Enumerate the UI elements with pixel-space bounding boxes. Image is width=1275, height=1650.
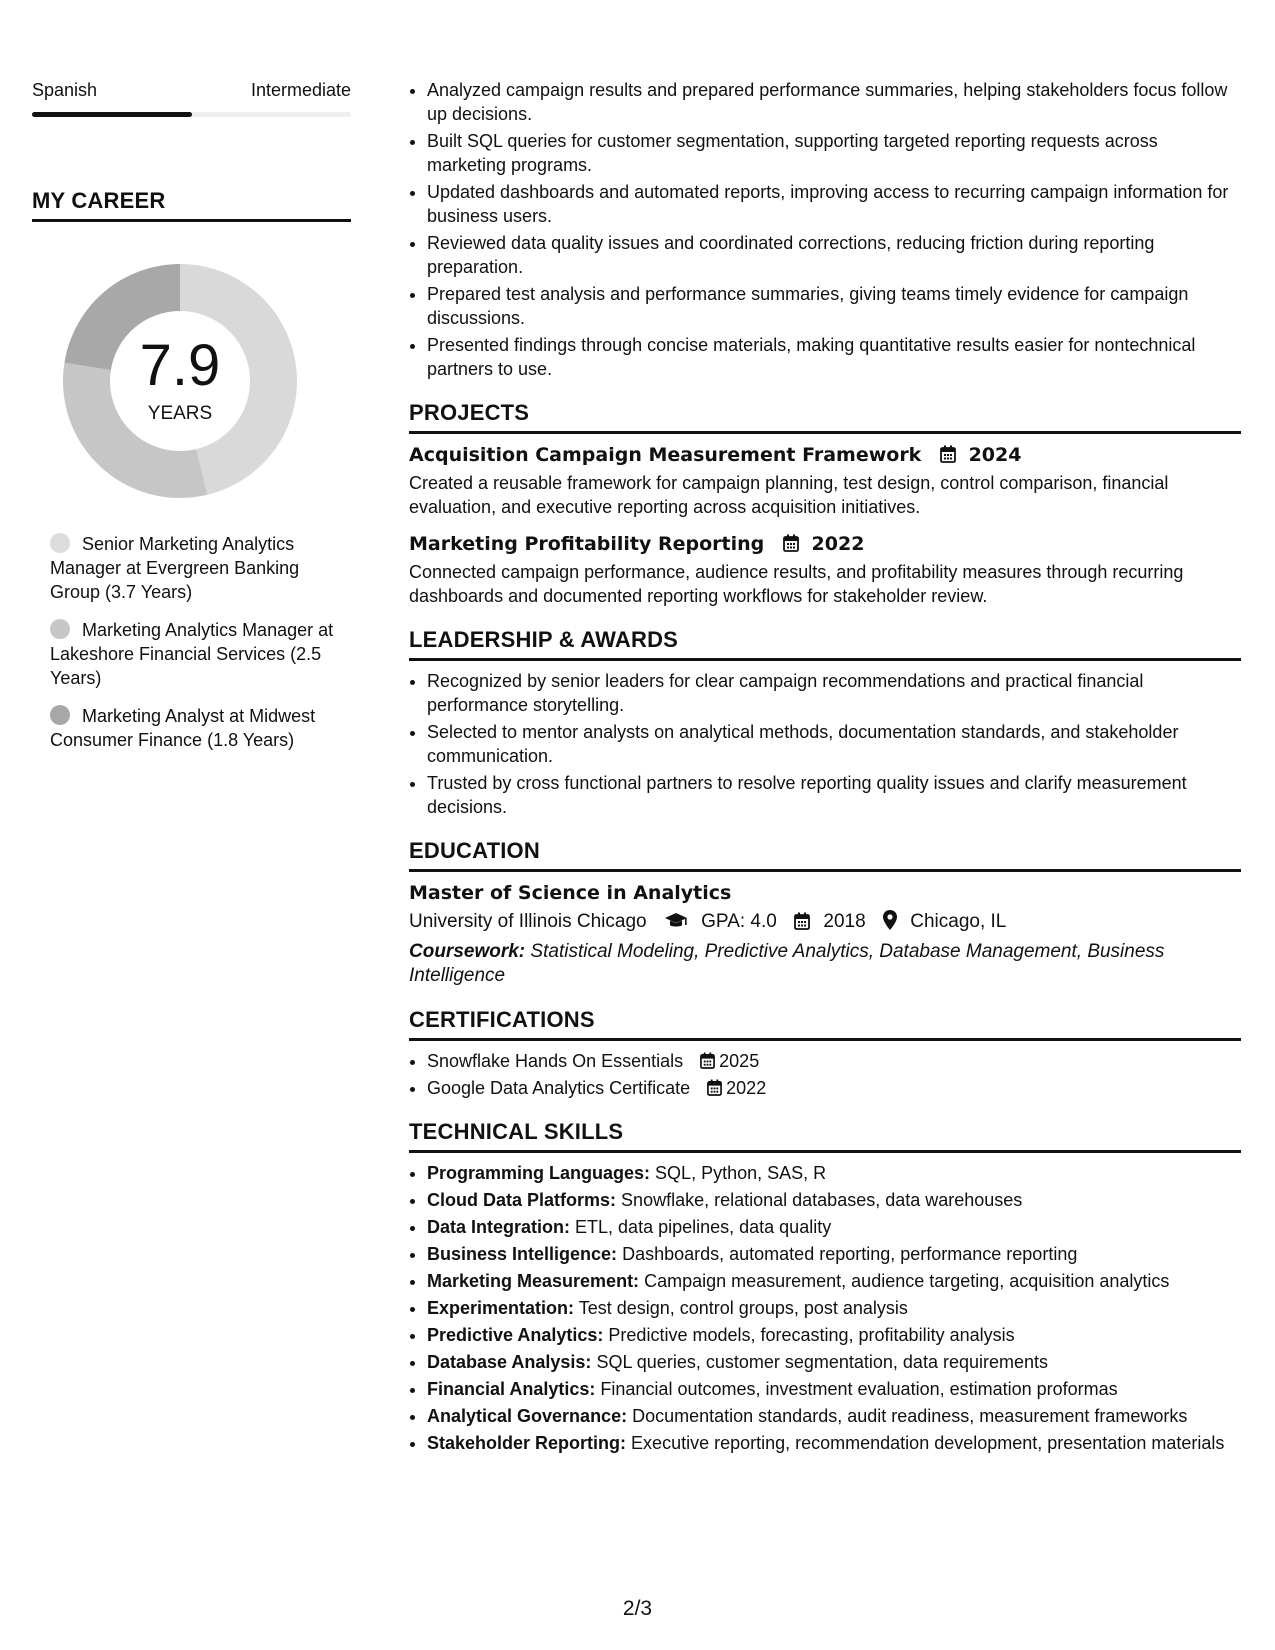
career-legend-label: Marketing Analytics Manager at Lakeshore Financial Services (2.5 Years) [50,620,334,688]
career-legend [50,532,340,752]
skill-label: Marketing Measurement: [427,1271,640,1291]
leadership-list [409,669,1241,819]
coursework-label: Coursework: [409,941,526,962]
project-title: Marketing Profitability Reporting [409,533,765,555]
skill-value: SQL, Python, SAS, R [655,1163,827,1183]
skill-label: Database Analysis: [427,1352,592,1372]
skill-item [427,1269,1241,1293]
graduation-cap-icon [664,912,688,930]
skill-value: Documentation standards, audit readiness, measurement frameworks [632,1406,1188,1426]
career-legend-label: Senior Marketing Analytics Manager at Evergreen Banking Group (3.7 Years) [50,534,300,602]
career-legend-label: Marketing Analyst at Midwest Consumer Finance (1.8 Years) [50,706,316,750]
skill-item [427,1431,1241,1455]
career-legend-item [50,704,340,752]
project-year: 2024 [968,444,1022,466]
certification-year: 2022 [726,1078,767,1098]
skill-value: ETL, data pipelines, data quality [575,1217,832,1237]
education-gpa: GPA: 4.0 [701,911,777,932]
skill-value: Test design, control groups, post analysis [578,1298,908,1318]
education-school: University of Illinois Chicago [409,911,647,932]
certification-item [427,1076,1241,1100]
leadership-item: • Trusted by cross functional partners to resolve reporting quality issues and clarify measurement decisions. [427,771,1241,819]
page-number: 2/3 [622,1597,653,1620]
education-degree: Master of Science in Analytics [409,882,732,904]
calendar-icon [707,1079,722,1096]
career-years-unit: YEARS [147,403,213,424]
language-row [32,78,351,102]
skill-value: SQL queries, customer segmentation, data requirements [596,1352,1049,1372]
skill-item [427,1161,1241,1185]
career-donut-chart [55,256,305,506]
career-heading: MY CAREER [32,187,351,222]
experience-bullet: • Updated dashboards and automated reports, improving access to recurring campaign information for business users. [427,180,1241,228]
right-column [409,78,1241,1458]
skill-label: Cloud Data Platforms: [427,1190,617,1210]
leadership-heading: LEADERSHIP & AWARDS [409,626,1241,661]
language-name: Spanish [32,80,98,100]
skill-label: Stakeholder Reporting: [427,1433,627,1453]
experience-bullet: • Reviewed data quality issues and coordinated corrections, reducing friction during reporting preparation. [427,231,1241,279]
map-pin-icon [883,910,897,930]
skill-item [427,1323,1241,1347]
language-proficiency-bar [32,112,351,117]
project-description: Connected campaign performance, audience results, and profitability measures through recurring dashboards and documented reporting workflows for stakeholder review. [409,562,1184,606]
certification-name: Snowflake Hands On Essentials [427,1051,684,1071]
legend-dot-icon [50,533,70,553]
skill-item [427,1377,1241,1401]
project-year: 2022 [811,533,865,555]
skill-value: Predictive models, forecasting, profitability analysis [608,1325,1015,1345]
career-legend-item [50,618,340,690]
certification-item [427,1049,1241,1073]
skill-label: Financial Analytics: [427,1379,596,1399]
skill-item [427,1296,1241,1320]
skill-label: Data Integration: [427,1217,571,1237]
skill-item [427,1350,1241,1374]
skill-value: Executive reporting, recommendation development, presentation materials [631,1433,1225,1453]
leadership-item: • Recognized by senior leaders for clear campaign recommendations and practical financial performance storytelling. [427,669,1241,717]
skill-value: Dashboards, automated reporting, performance reporting [622,1244,1078,1264]
certifications-heading: CERTIFICATIONS [409,1006,1241,1041]
skill-label: Business Intelligence: [427,1244,618,1264]
language-level: Intermediate [250,80,351,100]
calendar-icon [794,912,810,930]
left-column [32,78,351,766]
skill-item [427,1215,1241,1239]
career-legend-item [50,532,340,604]
career-total-years: 7.9 [139,333,221,398]
certification-year: 2025 [719,1051,760,1071]
skill-label: Predictive Analytics: [427,1325,604,1345]
legend-dot-icon [50,619,70,639]
calendar-icon [940,445,956,463]
education-meta [409,908,1241,936]
skill-label: Analytical Governance: [427,1406,628,1426]
certification-name: Google Data Analytics Certificate [427,1078,691,1098]
experience-bullet: • Prepared test analysis and performance summaries, giving teams timely evidence for campaign discussions. [427,282,1241,330]
skill-label: Programming Languages: [427,1163,651,1183]
experience-bullet: • Built SQL queries for customer segmentation, supporting targeted reporting requests across marketing programs. [427,129,1241,177]
legend-dot-icon [50,705,70,725]
calendar-icon [783,534,799,552]
coursework-text: Statistical Modeling, Predictive Analytics, Database Management, Business Intelligence [409,941,1165,986]
project-title-row [409,442,1241,468]
skills-list [409,1161,1241,1455]
project-description: Created a reusable framework for campaign planning, test design, control comparison, financial evaluation, and executive reporting across acquisition initiatives. [409,473,1169,517]
calendar-icon [700,1052,715,1069]
education-heading: EDUCATION [409,837,1241,872]
education-coursework [409,940,1241,988]
project-title-row [409,531,1241,557]
certifications-list [409,1049,1241,1100]
skill-item [427,1188,1241,1212]
experience-bullets [409,78,1241,381]
projects-heading: PROJECTS [409,399,1241,434]
skill-label: Experimentation: [427,1298,575,1318]
skill-value: Campaign measurement, audience targeting, acquisition analytics [644,1271,1170,1291]
project-title: Acquisition Campaign Measurement Framework [409,444,922,466]
skills-heading: TECHNICAL SKILLS [409,1118,1241,1153]
skill-value: Snowflake, relational databases, data warehouses [621,1190,1023,1210]
leadership-item: • Selected to mentor analysts on analytical methods, documentation standards, and stakeholder communication. [427,720,1241,768]
education-year: 2018 [823,911,866,932]
skill-item [427,1404,1241,1428]
skill-value: Financial outcomes, investment evaluation, estimation proformas [600,1379,1118,1399]
experience-bullet: • Analyzed campaign results and prepared performance summaries, helping stakeholders focus follow up decisions. [427,78,1241,126]
donut-center [55,256,305,506]
experience-bullet: • Presented findings through concise materials, making quantitative results easier for nontechnical partners to use. [427,333,1241,381]
education-location: Chicago, IL [910,911,1007,932]
language-proficiency-fill [32,112,192,117]
skill-item [427,1242,1241,1266]
